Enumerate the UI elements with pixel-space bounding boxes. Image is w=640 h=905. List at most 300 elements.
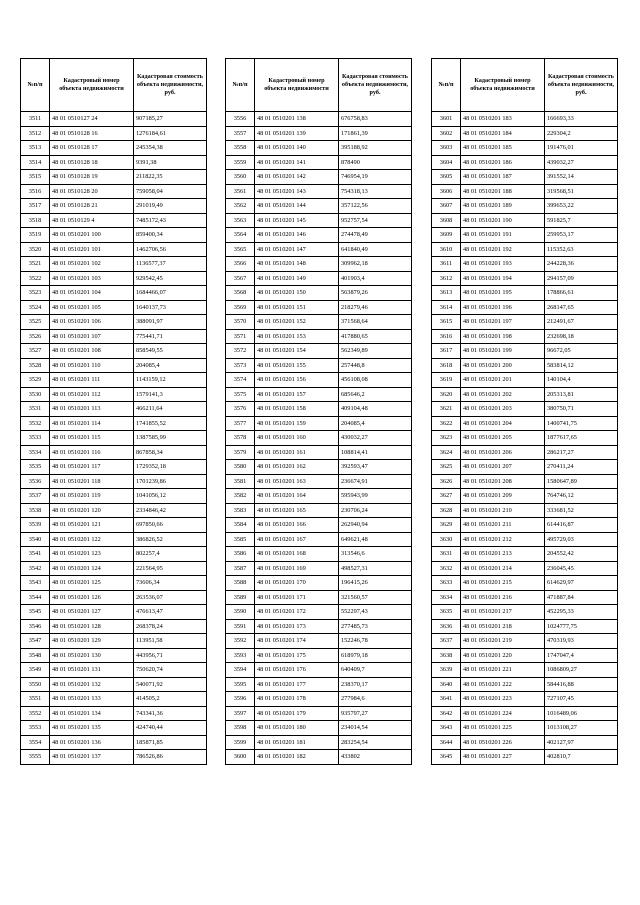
cadastral-cost: 1136577,37: [134, 257, 207, 272]
table-row: [226, 257, 412, 272]
cadastral-cost: 204085,4: [339, 416, 412, 431]
table-row: [21, 721, 207, 736]
row-number: 3628: [432, 503, 461, 518]
table-row: [21, 648, 207, 663]
row-number: 3633: [432, 576, 461, 591]
cadastral-number: 48 01 0510201 175: [255, 648, 339, 663]
table-row: [21, 518, 207, 533]
cadastral-cost: 591825,7: [545, 213, 618, 228]
row-number: 3588: [226, 576, 255, 591]
cadastral-number: 48 01 0510201 133: [50, 692, 134, 707]
cadastral-number: 48 01 0510201 100: [50, 228, 134, 243]
cadastral-cost: 552297,43: [339, 605, 412, 620]
cadastral-number: 48 01 0510128 16: [50, 126, 134, 141]
table-row: [226, 648, 412, 663]
cadastral-number: 48 01 0510201 104: [50, 286, 134, 301]
cadastral-number: 48 01 0510201 160: [255, 431, 339, 446]
cadastral-cost: 498527,31: [339, 561, 412, 576]
cadastral-number: 48 01 0510201 156: [255, 373, 339, 388]
cadastral-cost: 759058,04: [134, 184, 207, 199]
cadastral-number: 48 01 0510201 144: [255, 199, 339, 214]
register-table-1: [20, 58, 207, 765]
row-number: 3565: [226, 242, 255, 257]
row-number: 3635: [432, 605, 461, 620]
cadastral-number: 48 01 0510201 164: [255, 489, 339, 504]
cadastral-cost: 152246,78: [339, 634, 412, 649]
table-row: [226, 228, 412, 243]
cadastral-cost: 401903,4: [339, 271, 412, 286]
row-number: 3643: [432, 721, 461, 736]
row-number: 3611: [432, 257, 461, 272]
table-row: [226, 315, 412, 330]
cadastral-number: 48 01 0510201 178: [255, 692, 339, 707]
cadastral-number: 48 01 0510201 227: [461, 750, 545, 765]
cadastral-cost: 1143159,12: [134, 373, 207, 388]
row-number: 3558: [226, 141, 255, 156]
cadastral-number: 48 01 0510201 193: [461, 257, 545, 272]
cadastral-cost: 257448,8: [339, 358, 412, 373]
cadastral-cost: 392593,47: [339, 460, 412, 475]
cadastral-number: 48 01 0510201 211: [461, 518, 545, 533]
cadastral-cost: 495729,03: [545, 532, 618, 547]
cadastral-cost: 618979,18: [339, 648, 412, 663]
cadastral-cost: 380750,71: [545, 402, 618, 417]
cadastral-number: 48 01 0510201 213: [461, 547, 545, 562]
cadastral-cost: 333681,52: [545, 503, 618, 518]
row-number: 3591: [226, 619, 255, 634]
table-row: [226, 373, 412, 388]
cadastral-number: 48 01 0510201 135: [50, 721, 134, 736]
row-number: 3522: [21, 271, 50, 286]
table-row: [432, 199, 618, 214]
cadastral-cost: 563879,26: [339, 286, 412, 301]
row-number: 3578: [226, 431, 255, 446]
cadastral-cost: 115352,63: [545, 242, 618, 257]
cadastral-number: 48 01 0510201 200: [461, 358, 545, 373]
row-number: 3567: [226, 271, 255, 286]
cadastral-number: 48 01 0510201 222: [461, 677, 545, 692]
table-row: [21, 242, 207, 257]
cadastral-cost: 212491,67: [545, 315, 618, 330]
cadastral-cost: 108814,41: [339, 445, 412, 460]
table-row: [432, 518, 618, 533]
table-row: [432, 358, 618, 373]
cadastral-number: 48 01 0510201 215: [461, 576, 545, 591]
cadastral-cost: 234014,54: [339, 721, 412, 736]
row-number: 3526: [21, 329, 50, 344]
cadastral-cost: 764746,12: [545, 489, 618, 504]
header-cadastral-cost: Кадастровая стоимость объекта недвижимости, руб.: [545, 59, 618, 112]
cadastral-number: 48 01 0510201 161: [255, 445, 339, 460]
cadastral-cost: 786526,86: [134, 750, 207, 765]
row-number: 3587: [226, 561, 255, 576]
row-number: 3516: [21, 184, 50, 199]
cadastral-cost: 476613,47: [134, 605, 207, 620]
table-row: [226, 431, 412, 446]
cadastral-cost: 238370,17: [339, 677, 412, 692]
cadastral-number: 48 01 0510128 17: [50, 141, 134, 156]
table-row: [226, 344, 412, 359]
cadastral-number: 48 01 0510128 20: [50, 184, 134, 199]
table-row: [432, 561, 618, 576]
table-row: [21, 706, 207, 721]
cadastral-cost: 584416,88: [545, 677, 618, 692]
cadastral-cost: 456108,08: [339, 373, 412, 388]
cadastral-number: 48 01 0510201 224: [461, 706, 545, 721]
cadastral-number: 48 01 0510201 130: [50, 648, 134, 663]
table-row: [432, 416, 618, 431]
table-row: [21, 692, 207, 707]
table-row: [226, 735, 412, 750]
row-number: 3532: [21, 416, 50, 431]
table-row: [21, 634, 207, 649]
table-row: [226, 692, 412, 707]
cadastral-cost: 391552,14: [545, 170, 618, 185]
cadastral-number: 48 01 0510201 220: [461, 648, 545, 663]
cadastral-cost: 471887,84: [545, 590, 618, 605]
cadastral-number: 48 01 0510201 217: [461, 605, 545, 620]
cadastral-cost: 270411,24: [545, 460, 618, 475]
table-row: [226, 329, 412, 344]
cadastral-cost: 583814,12: [545, 358, 618, 373]
row-number: 3610: [432, 242, 461, 257]
cadastral-number: 48 01 0510201 196: [461, 300, 545, 315]
cadastral-number: 48 01 0510201 143: [255, 184, 339, 199]
cadastral-cost: 386826,52: [134, 532, 207, 547]
cadastral-cost: 424740,44: [134, 721, 207, 736]
table-header-row: [226, 59, 412, 112]
cadastral-number: 48 01 0510201 194: [461, 271, 545, 286]
header-num: №п/п: [21, 59, 50, 112]
table-row: [432, 155, 618, 170]
cadastral-number: 48 01 0510201 225: [461, 721, 545, 736]
table-row: [226, 242, 412, 257]
cadastral-cost: 171861,39: [339, 126, 412, 141]
row-number: 3519: [21, 228, 50, 243]
row-number: 3603: [432, 141, 461, 156]
cadastral-cost: 245354,38: [134, 141, 207, 156]
row-number: 3536: [21, 474, 50, 489]
table-row: [432, 431, 618, 446]
table-row: [226, 619, 412, 634]
cadastral-cost: 443956,71: [134, 648, 207, 663]
table-row: [21, 547, 207, 562]
row-number: 3560: [226, 170, 255, 185]
table-row: [432, 286, 618, 301]
row-number: 3545: [21, 605, 50, 620]
cadastral-number: 48 01 0510201 167: [255, 532, 339, 547]
cadastral-number: 48 01 0510201 214: [461, 561, 545, 576]
cadastral-cost: 268378,24: [134, 619, 207, 634]
cadastral-number: 48 01 0510201 205: [461, 431, 545, 446]
row-number: 3593: [226, 648, 255, 663]
cadastral-cost: 283254,54: [339, 735, 412, 750]
row-number: 3608: [432, 213, 461, 228]
cadastral-number: 48 01 0510201 146: [255, 228, 339, 243]
table-row: [226, 445, 412, 460]
cadastral-number: 48 01 0510201 115: [50, 431, 134, 446]
table-row: [21, 141, 207, 156]
cadastral-number: 48 01 0510201 111: [50, 373, 134, 388]
cadastral-cost: 402810,7: [545, 750, 618, 765]
row-number: 3599: [226, 735, 255, 750]
cadastral-cost: 140104,4: [545, 373, 618, 388]
table-row: [21, 228, 207, 243]
row-number: 3638: [432, 648, 461, 663]
cadastral-number: 48 01 0510201 174: [255, 634, 339, 649]
cadastral-number: 48 01 0510201 110: [50, 358, 134, 373]
table-row: [432, 228, 618, 243]
cadastral-cost: 9391,38: [134, 155, 207, 170]
cadastral-number: 48 01 0510201 195: [461, 286, 545, 301]
cadastral-number: 48 01 0510201 180: [255, 721, 339, 736]
table-row: [21, 315, 207, 330]
table-row: [432, 692, 618, 707]
table-row: [432, 460, 618, 475]
row-number: 3607: [432, 199, 461, 214]
cadastral-cost: 185871,85: [134, 735, 207, 750]
row-number: 3554: [21, 735, 50, 750]
table-row: [432, 663, 618, 678]
row-number: 3518: [21, 213, 50, 228]
table-row: [21, 402, 207, 417]
cadastral-cost: 236674,91: [339, 474, 412, 489]
table-row: [432, 170, 618, 185]
row-number: 3511: [21, 112, 50, 127]
cadastral-number: 48 01 0510201 206: [461, 445, 545, 460]
cadastral-number: 48 01 0510201 188: [461, 184, 545, 199]
cadastral-cost: 676758,83: [339, 112, 412, 127]
cadastral-cost: 1640137,73: [134, 300, 207, 315]
table-row: [226, 300, 412, 315]
row-number: 3636: [432, 619, 461, 634]
row-number: 3640: [432, 677, 461, 692]
register-table-3: [431, 58, 618, 765]
table-row: [21, 677, 207, 692]
table-row: [21, 460, 207, 475]
row-number: 3566: [226, 257, 255, 272]
cadastral-cost: 802257,4: [134, 547, 207, 562]
cadastral-number: 48 01 0510201 114: [50, 416, 134, 431]
cadastral-number: 48 01 0510201 191: [461, 228, 545, 243]
table-row: [432, 329, 618, 344]
cadastral-number: 48 01 0510201 198: [461, 329, 545, 344]
row-number: 3520: [21, 242, 50, 257]
cadastral-cost: 727107,45: [545, 692, 618, 707]
table-row: [226, 561, 412, 576]
cadastral-number: 48 01 0510201 140: [255, 141, 339, 156]
cadastral-number: 48 01 0510201 128: [50, 619, 134, 634]
row-number: 3641: [432, 692, 461, 707]
table-row: [226, 460, 412, 475]
cadastral-cost: 1013108,27: [545, 721, 618, 736]
row-number: 3564: [226, 228, 255, 243]
row-number: 3615: [432, 315, 461, 330]
cadastral-number: 48 01 0510127 24: [50, 112, 134, 127]
cadastral-cost: 268147,65: [545, 300, 618, 315]
cadastral-cost: 1387585,99: [134, 431, 207, 446]
table-row: [432, 735, 618, 750]
table-row: [21, 663, 207, 678]
cadastral-cost: 229304,2: [545, 126, 618, 141]
cadastral-number: 48 01 0510201 197: [461, 315, 545, 330]
row-number: 3619: [432, 373, 461, 388]
row-number: 3523: [21, 286, 50, 301]
cadastral-number: 48 01 0510201 149: [255, 271, 339, 286]
cadastral-number: 48 01 0510201 107: [50, 329, 134, 344]
cadastral-number: 48 01 0510201 134: [50, 706, 134, 721]
row-number: 3631: [432, 547, 461, 562]
cadastral-number: 48 01 0510201 116: [50, 445, 134, 460]
cadastral-number: 48 01 0510201 163: [255, 474, 339, 489]
row-number: 3513: [21, 141, 50, 156]
cadastral-number: 48 01 0510201 122: [50, 532, 134, 547]
cadastral-number: 48 01 0510201 169: [255, 561, 339, 576]
table-row: [226, 547, 412, 562]
table-row: [226, 271, 412, 286]
cadastral-cost: 867858,34: [134, 445, 207, 460]
cadastral-cost: 291019,49: [134, 199, 207, 214]
header-cadastral-cost: Кадастровая стоимость объекта недвижимости, руб.: [339, 59, 412, 112]
cadastral-number: 48 01 0510201 179: [255, 706, 339, 721]
table-row: [226, 474, 412, 489]
table-row: [226, 706, 412, 721]
cadastral-cost: 321560,57: [339, 590, 412, 605]
cadastral-number: 48 01 0510201 176: [255, 663, 339, 678]
row-number: 3562: [226, 199, 255, 214]
table-row: [432, 489, 618, 504]
table-row: [21, 445, 207, 460]
cadastral-number: 48 01 0510201 202: [461, 387, 545, 402]
header-num: №п/п: [432, 59, 461, 112]
cadastral-number: 48 01 0510201 182: [255, 750, 339, 765]
cadastral-cost: 470319,93: [545, 634, 618, 649]
cadastral-number: 48 01 0510201 201: [461, 373, 545, 388]
row-number: 3531: [21, 402, 50, 417]
cadastral-number: 48 01 0510201 102: [50, 257, 134, 272]
row-number: 3572: [226, 344, 255, 359]
cadastral-cost: 1024777,75: [545, 619, 618, 634]
cadastral-cost: 935797,27: [339, 706, 412, 721]
cadastral-number: 48 01 0510201 170: [255, 576, 339, 591]
row-number: 3629: [432, 518, 461, 533]
row-number: 3525: [21, 315, 50, 330]
cadastral-number: 48 01 0510201 189: [461, 199, 545, 214]
row-number: 3592: [226, 634, 255, 649]
cadastral-number: 48 01 0510201 136: [50, 735, 134, 750]
table-row: [432, 242, 618, 257]
cadastral-cost: 439032,27: [545, 155, 618, 170]
cadastral-number: 48 01 0510201 155: [255, 358, 339, 373]
cadastral-number: 48 01 0510201 138: [255, 112, 339, 127]
table-row: [21, 750, 207, 765]
cadastral-number: 48 01 0510201 120: [50, 503, 134, 518]
table-row: [21, 184, 207, 199]
cadastral-number: 48 01 0510201 148: [255, 257, 339, 272]
row-number: 3553: [21, 721, 50, 736]
row-number: 3517: [21, 199, 50, 214]
cadastral-number: 48 01 0510201 112: [50, 387, 134, 402]
table-row: [226, 184, 412, 199]
table-row: [226, 213, 412, 228]
cadastral-cost: 357122,56: [339, 199, 412, 214]
row-number: 3582: [226, 489, 255, 504]
cadastral-number: 48 01 0510201 172: [255, 605, 339, 620]
cadastral-cost: 466211,64: [134, 402, 207, 417]
table-row: [226, 663, 412, 678]
row-number: 3521: [21, 257, 50, 272]
cadastral-number: 48 01 0510201 154: [255, 344, 339, 359]
cadastral-cost: 399653,22: [545, 199, 618, 214]
table-row: [21, 213, 207, 228]
row-number: 3642: [432, 706, 461, 721]
row-number: 3623: [432, 431, 461, 446]
table-row: [21, 170, 207, 185]
cadastral-number: 48 01 0510201 106: [50, 315, 134, 330]
table-row: [226, 416, 412, 431]
row-number: 3617: [432, 344, 461, 359]
cadastral-number: 48 01 0510201 204: [461, 416, 545, 431]
row-number: 3534: [21, 445, 50, 460]
row-number: 3548: [21, 648, 50, 663]
row-number: 3616: [432, 329, 461, 344]
table-row: [432, 721, 618, 736]
table-row: [21, 619, 207, 634]
row-number: 3556: [226, 112, 255, 127]
cadastral-cost: 414505,2: [134, 692, 207, 707]
row-number: 3551: [21, 692, 50, 707]
cadastral-cost: 952757,54: [339, 213, 412, 228]
row-number: 3559: [226, 155, 255, 170]
table-row: [432, 677, 618, 692]
cadastral-number: 48 01 0510201 199: [461, 344, 545, 359]
table-row: [432, 619, 618, 634]
table-row: [21, 344, 207, 359]
table-row: [226, 503, 412, 518]
row-number: 3622: [432, 416, 461, 431]
row-number: 3527: [21, 344, 50, 359]
cadastral-cost: 286217,27: [545, 445, 618, 460]
table-row: [432, 445, 618, 460]
cadastral-number: 48 01 0510201 119: [50, 489, 134, 504]
table-row: [226, 590, 412, 605]
cadastral-cost: 649621,48: [339, 532, 412, 547]
cadastral-cost: 430032,27: [339, 431, 412, 446]
cadastral-number: 48 01 0510201 123: [50, 547, 134, 562]
row-number: 3614: [432, 300, 461, 315]
table-row: [21, 373, 207, 388]
cadastral-number: 48 01 0510201 186: [461, 155, 545, 170]
cadastral-cost: 1741855,52: [134, 416, 207, 431]
table-row: [432, 112, 618, 127]
header-cadastral-number: Кадастровый номер объекта недвижимости: [461, 59, 545, 112]
cadastral-number: 48 01 0510201 159: [255, 416, 339, 431]
cadastral-cost: 371568,64: [339, 315, 412, 330]
row-number: 3576: [226, 402, 255, 417]
table-row: [432, 634, 618, 649]
cadastral-number: 48 01 0510201 145: [255, 213, 339, 228]
table-row: [21, 416, 207, 431]
table-row: [21, 431, 207, 446]
table-row: [432, 271, 618, 286]
table-row: [226, 170, 412, 185]
table-row: [226, 576, 412, 591]
cadastral-cost: 859400,34: [134, 228, 207, 243]
cadastral-number: 48 01 0510201 187: [461, 170, 545, 185]
table-row: [21, 112, 207, 127]
row-number: 3632: [432, 561, 461, 576]
row-number: 3512: [21, 126, 50, 141]
